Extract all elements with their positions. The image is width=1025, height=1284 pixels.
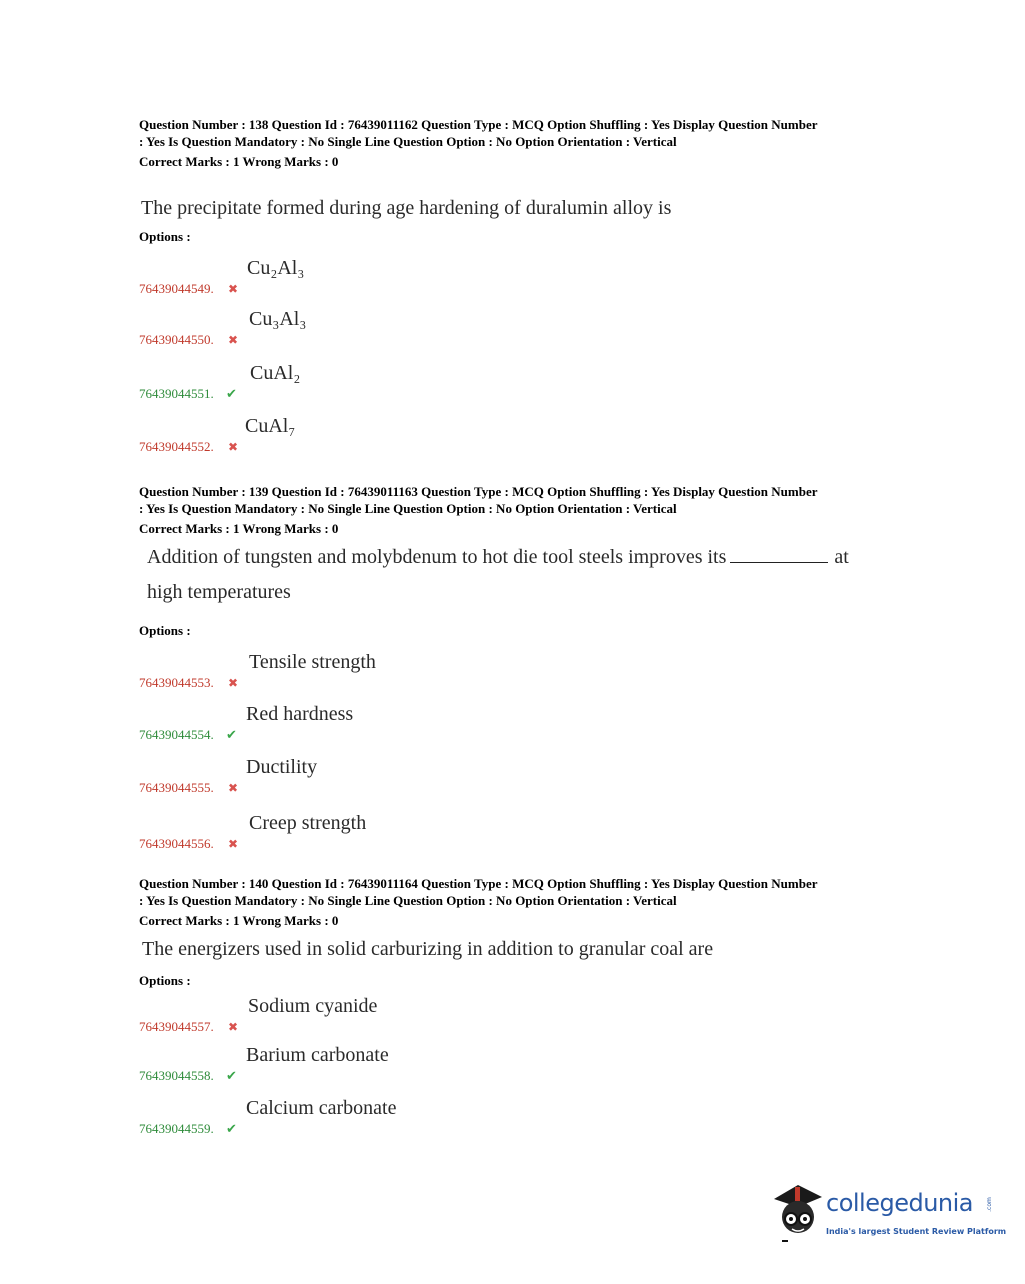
cross-mark-icon: ✖ — [228, 281, 239, 296]
options-label: Options : — [139, 972, 191, 988]
stem-text: Addition of tungsten and molybdenum to hot die tool steels improves its — [147, 545, 727, 568]
question-140 — [139, 876, 909, 1149]
meta-line-2: : Yes Is Question Mandatory : No Single Line Question Option : No Option Orientation : Vertical — [139, 133, 677, 149]
cross-mark-icon: ✖ — [228, 1019, 239, 1034]
option-row[interactable] — [139, 703, 639, 743]
cross-mark-icon: ✖ — [228, 675, 239, 690]
option-row[interactable] — [139, 415, 639, 455]
option-text: Barium carbonate — [246, 1043, 389, 1066]
question-stem — [147, 540, 909, 610]
option-text: CuAl₇ — [245, 414, 296, 437]
collegedunia-logo[interactable] — [768, 1175, 1007, 1245]
meta-line-1: Question Number : 139 Question Id : 76439011163 Question Type : MCQ Option Shuffling : Yes Display Question Number — [139, 484, 818, 499]
question-139 — [139, 484, 909, 849]
option-text: Red hardness — [246, 702, 354, 725]
check-mark-icon: ✔ — [226, 386, 237, 402]
option-text: Cu₂Al₃ — [247, 256, 305, 279]
mascot-icon — [768, 1175, 826, 1245]
option-row[interactable] — [139, 1044, 639, 1084]
option-id: 76439044555. — [139, 779, 214, 795]
option-row[interactable] — [139, 995, 639, 1035]
option-text: Calcium carbonate — [246, 1096, 397, 1119]
options-list — [139, 989, 909, 1149]
question-138 — [139, 117, 909, 455]
option-text: Tensile strength — [249, 650, 376, 673]
meta-line-3: Correct Marks : 1 Wrong Marks : 0 — [139, 154, 339, 169]
meta-line-3: Correct Marks : 1 Wrong Marks : 0 — [139, 521, 339, 536]
option-row[interactable] — [139, 812, 639, 852]
question-meta — [139, 484, 909, 538]
meta-line-2: : Yes Is Question Mandatory : No Single Line Question Option : No Option Orientation : Vertical — [139, 500, 677, 516]
option-row[interactable] — [139, 362, 639, 402]
option-id: 76439044550. — [139, 331, 214, 347]
option-row[interactable] — [139, 651, 639, 691]
option-id: 76439044557. — [139, 1018, 214, 1034]
stem-text: high temperatures — [147, 580, 291, 603]
meta-line-3: Correct Marks : 1 Wrong Marks : 0 — [139, 913, 339, 928]
logo-wordmark: collegedunia — [826, 1189, 974, 1217]
meta-line-1: Question Number : 138 Question Id : 76439011162 Question Type : MCQ Option Shuffling : Yes Display Question Number — [139, 117, 818, 132]
option-text: Sodium cyanide — [248, 994, 378, 1017]
cross-mark-icon: ✖ — [228, 332, 239, 347]
option-row[interactable] — [139, 1097, 639, 1137]
option-id: 76439044556. — [139, 835, 214, 851]
question-stem: The energizers used in solid carburizing in addition to granular coal are — [142, 937, 714, 960]
option-text: Ductility — [246, 755, 318, 778]
question-meta — [139, 117, 909, 171]
option-id: 76439044553. — [139, 674, 214, 690]
option-id: 76439044558. — [139, 1067, 214, 1083]
option-id: 76439044552. — [139, 438, 214, 454]
option-row[interactable] — [139, 308, 639, 348]
check-mark-icon: ✔ — [226, 1068, 237, 1084]
option-text: Creep strength — [249, 811, 367, 834]
options-label: Options : — [139, 228, 191, 244]
logo-com: .com — [985, 1197, 993, 1212]
option-id: 76439044554. — [139, 726, 214, 742]
logo-tagline: India's largest Student Review Platform — [826, 1227, 1007, 1236]
options-list — [139, 639, 909, 849]
check-mark-icon: ✔ — [226, 1121, 237, 1137]
question-stem: The precipitate formed during age hardening of duralumin alloy is — [141, 196, 672, 219]
cross-mark-icon: ✖ — [228, 780, 239, 795]
meta-line-1: Question Number : 140 Question Id : 76439011164 Question Type : MCQ Option Shuffling : Yes Display Question Number — [139, 876, 818, 891]
stem-text: at — [834, 545, 849, 568]
option-text: CuAl₂ — [250, 361, 301, 384]
option-id: 76439044559. — [139, 1120, 214, 1136]
option-id: 76439044551. — [139, 385, 214, 401]
option-text: Cu₃Al₃ — [249, 307, 307, 330]
option-id: 76439044549. — [139, 280, 214, 296]
cross-mark-icon: ✖ — [228, 439, 239, 454]
meta-line-2: : Yes Is Question Mandatory : No Single Line Question Option : No Option Orientation : Vertical — [139, 892, 677, 908]
options-label: Options : — [139, 622, 191, 638]
check-mark-icon: ✔ — [226, 727, 237, 743]
cross-mark-icon: ✖ — [228, 836, 239, 851]
option-row[interactable] — [139, 257, 639, 297]
options-list — [139, 245, 909, 455]
option-row[interactable] — [139, 756, 639, 796]
fill-blank — [730, 548, 828, 563]
question-meta — [139, 876, 909, 930]
